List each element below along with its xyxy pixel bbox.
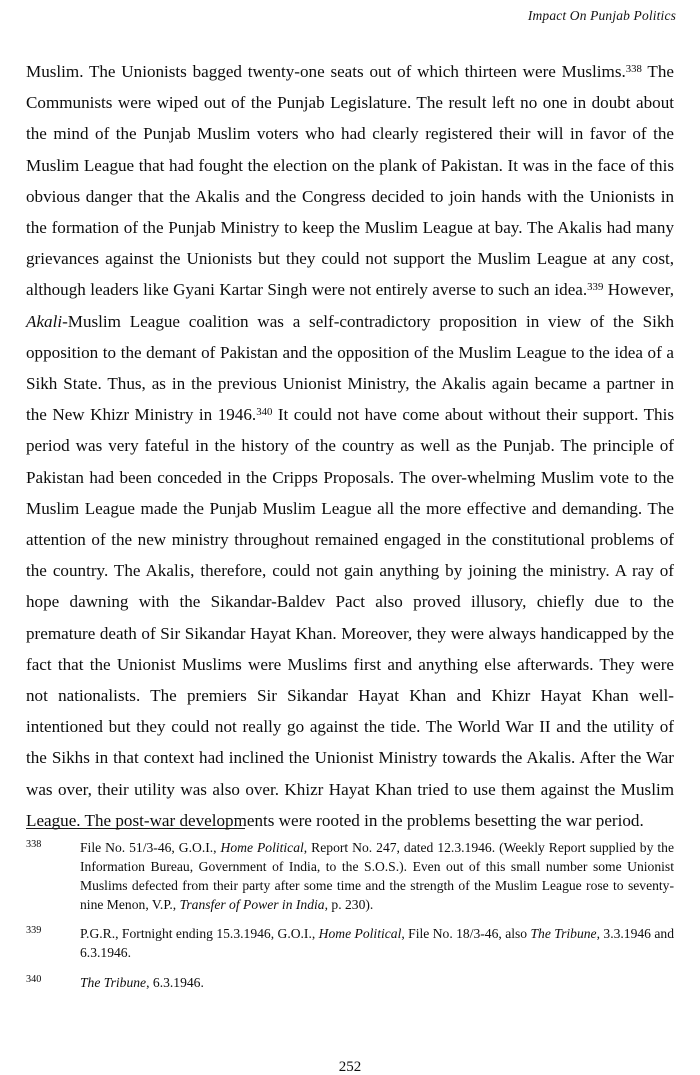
footnote-separator-rule (26, 828, 245, 829)
footnote-number: 338 (26, 839, 42, 850)
footnote-text: P.G.R., Fortnight ending 15.3.1946, G.O.I., Home Political, File No. 18/3-46, also The Tribune, 3.3.1946 and 6.3.1946. (80, 926, 674, 961)
footnote-item (26, 924, 674, 962)
footnote-item (26, 973, 674, 992)
footnote-number: 339 (26, 925, 42, 937)
footnote-text: File No. 51/3-46, G.O.I., Home Political, Report No. 247, dated 12.3.1946. (Weekly Report supplied by the Information Bureau, Government of India, to the S.O.S.). Even out of this small number some Unionist Muslims defected from their party after some time and the strength of the Muslim League rose to seventy-nine Menon, V.P., Transfer of Power in India, p. 230). (80, 840, 674, 913)
running-head: Impact On Punjab Politics (527, 8, 676, 23)
body-text-block (26, 56, 674, 836)
footnote-text: The Tribune, 6.3.1946. (80, 974, 204, 990)
footnote-number: 340 (26, 973, 42, 985)
body-paragraph: Muslim. The Unionists bagged twenty-one seats out of which thirteen were Muslims.$^{338}$ The Communists were wiped out of the Punjab Legislature. The result left no one in doubt about the mind of the Punjab Muslim voters who had clearly registered their will in favor of the Muslim League that had fought the election on the plank of Pakistan. It was in the face of this obvious danger that the Akalis and the Congress decided to join hands with the Unionists in the formation of the Punjab Ministry to keep the Muslim League at bay. The Akalis had many grievances against the Unionists but they could not support the Muslim League at any cost, although leaders like Gyani Kartar Singh were not entirely averse to such an idea.$^{339}$ However, Akali-Muslim League coalition was a self-contradictory proposition in view of the Sikh opposition to the demant of Pakistan and the opposition of the Muslim League to the idea of a Sikh State. Thus, as in the previous Unionist Ministry, the Akalis again became a partner in the New Khizr Ministry in 1946.$^{340}$ It could not have come about without their support. This period was very fateful in the history of the country as well as the Punjab. The principle of Pakistan had been conceded in the Cripps Proposals. The over-whelming Muslim vote to the Muslim League made the Punjab Muslim League all the more effective and demanding. The attention of the new ministry throughout remained engaged in the constitutional problems of the country. The Akalis, therefore, could not gain anything by joining the ministry. A ray of hope dawning with the Sikandar-Baldev Pact also proved illusory, chiefly due to the premature death of Sir Sikandar Hayat Khan. Moreover, they were always handicapped by the fact that the Unionist Muslims were Muslims first and anything else afterwards. They were not nationalists. The premiers Sir Sikandar Hayat Khan and Khizr Hayat Khan well-intentioned but they could not really go against the tide. The World War II and the utility of the Sikhs in that context had inclined the Unionist Ministry towards the Akalis. After the War was over, their utility was also over. Khizr Hayat Khan tried to use them against the Muslim League. The post-war developments were rooted in the problems besetting the war period. (26, 62, 674, 830)
footnote-list (26, 838, 674, 992)
footnote-item (26, 838, 674, 914)
page-number: 252 (338, 1059, 362, 1075)
